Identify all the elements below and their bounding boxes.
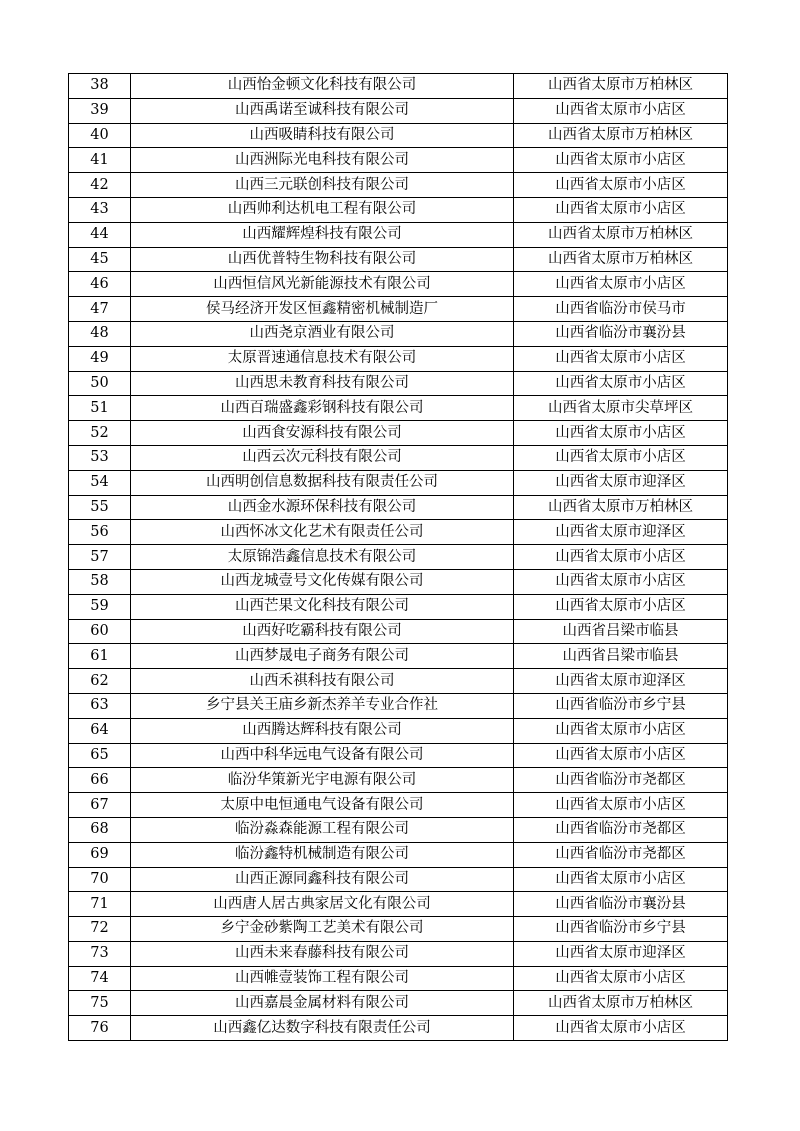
region-cell: 山西省太原市小店区 [514, 545, 728, 570]
region-cell: 山西省临汾市襄汾县 [514, 892, 728, 917]
row-number-cell: 40 [69, 123, 131, 148]
company-name-cell: 山西唐人居古典家居文化有限公司 [131, 892, 514, 917]
company-name-cell: 山西恒信风光新能源技术有限公司 [131, 272, 514, 297]
table-row [69, 743, 728, 768]
table-row [69, 693, 728, 718]
row-number-cell: 46 [69, 272, 131, 297]
table-row [69, 966, 728, 991]
row-number-cell: 75 [69, 991, 131, 1016]
row-number-cell: 63 [69, 693, 131, 718]
row-number-cell: 76 [69, 1016, 131, 1041]
company-name-cell: 乡宁金砂紫陶工艺美术有限公司 [131, 917, 514, 942]
region-cell: 山西省太原市小店区 [514, 98, 728, 123]
row-number-cell: 64 [69, 718, 131, 743]
region-cell: 山西省临汾市尧都区 [514, 842, 728, 867]
company-name-cell: 山西金水源环保科技有限公司 [131, 495, 514, 520]
region-cell: 山西省太原市小店区 [514, 966, 728, 991]
table-row [69, 594, 728, 619]
region-cell: 山西省太原市小店区 [514, 1016, 728, 1041]
row-number-cell: 56 [69, 520, 131, 545]
table-row [69, 297, 728, 322]
region-cell: 山西省太原市小店区 [514, 569, 728, 594]
table-row [69, 644, 728, 669]
company-name-cell: 太原中电恒通电气设备有限公司 [131, 793, 514, 818]
company-name-cell: 山西好吃霸科技有限公司 [131, 619, 514, 644]
row-number-cell: 72 [69, 917, 131, 942]
region-cell: 山西省吕梁市临县 [514, 619, 728, 644]
company-name-cell: 山西百瑞盛鑫彩钢科技有限公司 [131, 396, 514, 421]
table-row [69, 768, 728, 793]
table-row [69, 173, 728, 198]
row-number-cell: 71 [69, 892, 131, 917]
region-cell: 山西省太原市小店区 [514, 173, 728, 198]
row-number-cell: 50 [69, 371, 131, 396]
row-number-cell: 44 [69, 222, 131, 247]
table-row [69, 421, 728, 446]
table-row [69, 991, 728, 1016]
table-row [69, 98, 728, 123]
table-row [69, 1016, 728, 1041]
company-name-cell: 山西未来春藤科技有限公司 [131, 941, 514, 966]
table-row [69, 247, 728, 272]
company-name-cell: 山西食安源科技有限公司 [131, 421, 514, 446]
company-name-cell: 山西鑫亿达数字科技有限责任公司 [131, 1016, 514, 1041]
company-name-cell: 山西明创信息数据科技有限责任公司 [131, 470, 514, 495]
table-row [69, 272, 728, 297]
region-cell: 山西省太原市万柏林区 [514, 74, 728, 99]
table-row [69, 941, 728, 966]
region-cell: 山西省太原市小店区 [514, 421, 728, 446]
region-cell: 山西省太原市小店区 [514, 445, 728, 470]
table-row [69, 445, 728, 470]
table-row [69, 520, 728, 545]
table-row [69, 545, 728, 570]
region-cell: 山西省临汾市乡宁县 [514, 917, 728, 942]
region-cell: 山西省吕梁市临县 [514, 644, 728, 669]
region-cell: 山西省太原市小店区 [514, 272, 728, 297]
table-row [69, 867, 728, 892]
row-number-cell: 47 [69, 297, 131, 322]
company-name-cell: 山西云次元科技有限公司 [131, 445, 514, 470]
table-row [69, 669, 728, 694]
row-number-cell: 69 [69, 842, 131, 867]
company-name-cell: 太原锦浩鑫信息技术有限公司 [131, 545, 514, 570]
row-number-cell: 53 [69, 445, 131, 470]
table-row [69, 718, 728, 743]
company-name-cell: 山西芒果文化科技有限公司 [131, 594, 514, 619]
region-cell: 山西省太原市小店区 [514, 867, 728, 892]
company-name-cell: 临汾鑫特机械制造有限公司 [131, 842, 514, 867]
company-name-cell: 山西优普特生物科技有限公司 [131, 247, 514, 272]
table-row [69, 495, 728, 520]
company-name-cell: 山西嘉晨金属材料有限公司 [131, 991, 514, 1016]
company-name-cell: 山西吸睛科技有限公司 [131, 123, 514, 148]
company-name-cell: 山西帅利达机电工程有限公司 [131, 197, 514, 222]
row-number-cell: 41 [69, 148, 131, 173]
region-cell: 山西省临汾市尧都区 [514, 817, 728, 842]
company-name-cell: 山西帷壹装饰工程有限公司 [131, 966, 514, 991]
table-body [69, 74, 728, 1041]
row-number-cell: 58 [69, 569, 131, 594]
table-row [69, 470, 728, 495]
region-cell: 山西省太原市尖草坪区 [514, 396, 728, 421]
row-number-cell: 55 [69, 495, 131, 520]
row-number-cell: 54 [69, 470, 131, 495]
row-number-cell: 60 [69, 619, 131, 644]
company-name-cell: 山西禾祺科技有限公司 [131, 669, 514, 694]
region-cell: 山西省太原市迎泽区 [514, 520, 728, 545]
row-number-cell: 65 [69, 743, 131, 768]
row-number-cell: 74 [69, 966, 131, 991]
table-row [69, 817, 728, 842]
row-number-cell: 48 [69, 321, 131, 346]
region-cell: 山西省太原市小店区 [514, 371, 728, 396]
company-name-cell: 太原晋速通信息技术有限公司 [131, 346, 514, 371]
company-name-cell: 山西耀辉煌科技有限公司 [131, 222, 514, 247]
region-cell: 山西省太原市小店区 [514, 718, 728, 743]
table-row [69, 892, 728, 917]
table-row [69, 123, 728, 148]
region-cell: 山西省太原市小店区 [514, 594, 728, 619]
row-number-cell: 67 [69, 793, 131, 818]
row-number-cell: 43 [69, 197, 131, 222]
region-cell: 山西省临汾市尧都区 [514, 768, 728, 793]
row-number-cell: 70 [69, 867, 131, 892]
row-number-cell: 45 [69, 247, 131, 272]
row-number-cell: 66 [69, 768, 131, 793]
row-number-cell: 73 [69, 941, 131, 966]
region-cell: 山西省太原市迎泽区 [514, 470, 728, 495]
row-number-cell: 52 [69, 421, 131, 446]
company-name-cell: 山西正源同鑫科技有限公司 [131, 867, 514, 892]
row-number-cell: 62 [69, 669, 131, 694]
table-row [69, 619, 728, 644]
region-cell: 山西省太原市小店区 [514, 743, 728, 768]
table-row [69, 222, 728, 247]
company-name-cell: 山西怀冰文化艺术有限责任公司 [131, 520, 514, 545]
company-list-table [68, 73, 728, 1041]
company-name-cell: 山西尧京酒业有限公司 [131, 321, 514, 346]
region-cell: 山西省临汾市侯马市 [514, 297, 728, 322]
row-number-cell: 39 [69, 98, 131, 123]
region-cell: 山西省临汾市襄汾县 [514, 321, 728, 346]
company-name-cell: 山西中科华远电气设备有限公司 [131, 743, 514, 768]
row-number-cell: 68 [69, 817, 131, 842]
company-name-cell: 侯马经济开发区恒鑫精密机械制造厂 [131, 297, 514, 322]
row-number-cell: 59 [69, 594, 131, 619]
table-row [69, 396, 728, 421]
row-number-cell: 49 [69, 346, 131, 371]
region-cell: 山西省临汾市乡宁县 [514, 693, 728, 718]
company-name-cell: 临汾淼森能源工程有限公司 [131, 817, 514, 842]
row-number-cell: 57 [69, 545, 131, 570]
region-cell: 山西省太原市小店区 [514, 197, 728, 222]
region-cell: 山西省太原市万柏林区 [514, 495, 728, 520]
table-row [69, 793, 728, 818]
region-cell: 山西省太原市小店区 [514, 793, 728, 818]
company-name-cell: 山西洲际光电科技有限公司 [131, 148, 514, 173]
table-row [69, 569, 728, 594]
table-row [69, 917, 728, 942]
company-name-cell: 临汾华策新光宇电源有限公司 [131, 768, 514, 793]
company-name-cell: 山西腾达辉科技有限公司 [131, 718, 514, 743]
company-name-cell: 山西三元联创科技有限公司 [131, 173, 514, 198]
region-cell: 山西省太原市小店区 [514, 346, 728, 371]
table-row [69, 197, 728, 222]
table-row [69, 148, 728, 173]
region-cell: 山西省太原市万柏林区 [514, 991, 728, 1016]
region-cell: 山西省太原市小店区 [514, 148, 728, 173]
row-number-cell: 61 [69, 644, 131, 669]
company-name-cell: 山西龙城壹号文化传媒有限公司 [131, 569, 514, 594]
table-row [69, 74, 728, 99]
region-cell: 山西省太原市万柏林区 [514, 247, 728, 272]
region-cell: 山西省太原市万柏林区 [514, 222, 728, 247]
region-cell: 山西省太原市迎泽区 [514, 669, 728, 694]
company-name-cell: 山西思未教育科技有限公司 [131, 371, 514, 396]
company-name-cell: 乡宁县关王庙乡新杰养羊专业合作社 [131, 693, 514, 718]
region-cell: 山西省太原市迎泽区 [514, 941, 728, 966]
company-name-cell: 山西禹诺至诚科技有限公司 [131, 98, 514, 123]
table-row [69, 842, 728, 867]
row-number-cell: 51 [69, 396, 131, 421]
company-name-cell: 山西梦晟电子商务有限公司 [131, 644, 514, 669]
table-row [69, 346, 728, 371]
table-row [69, 371, 728, 396]
table-row [69, 321, 728, 346]
company-name-cell: 山西怡金顿文化科技有限公司 [131, 74, 514, 99]
row-number-cell: 38 [69, 74, 131, 99]
region-cell: 山西省太原市万柏林区 [514, 123, 728, 148]
row-number-cell: 42 [69, 173, 131, 198]
